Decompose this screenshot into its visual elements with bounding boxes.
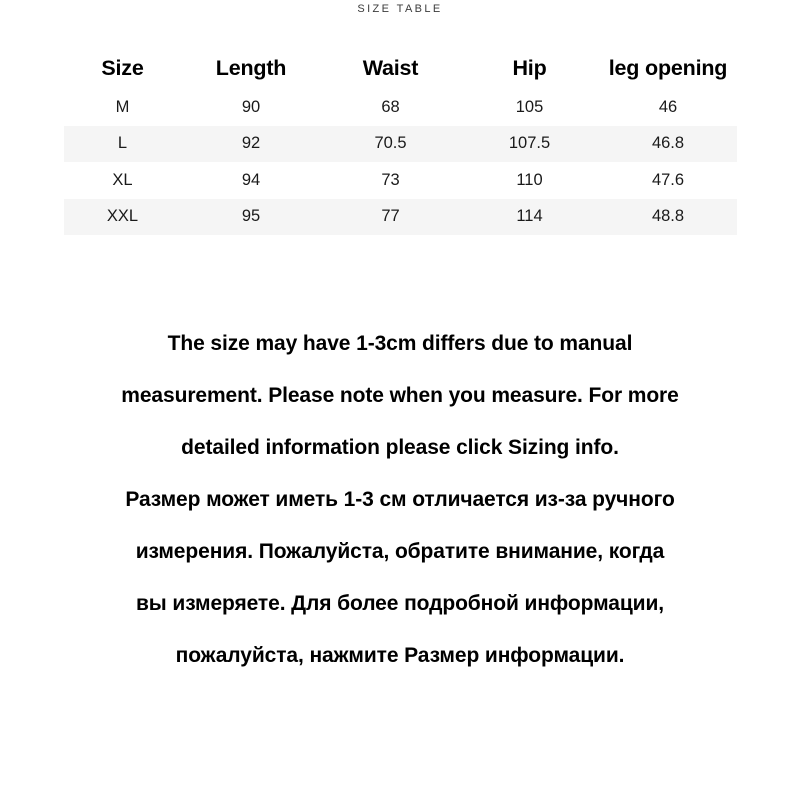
notice-line: measurement. Please note when you measure. For more — [121, 384, 679, 407]
cell-leg-opening: 46 — [658, 97, 678, 116]
cell-length: 95 — [241, 207, 261, 226]
table-row — [64, 199, 737, 236]
size-table-container — [64, 48, 737, 235]
cell-length: 90 — [241, 97, 261, 116]
size-table — [64, 48, 737, 235]
cell-waist: 70.5 — [374, 134, 407, 153]
table-row — [64, 162, 737, 199]
cell-hip: 110 — [516, 170, 543, 189]
column-header-hip: Hip — [512, 56, 547, 80]
cell-hip: 107.5 — [508, 134, 551, 153]
notice-line: The size may have 1-3cm differs due to manual — [167, 332, 633, 355]
cell-length: 94 — [241, 170, 261, 189]
cell-leg-opening: 46.8 — [651, 134, 685, 153]
notice-line: измерения. Пожалуйста, обратите внимание, когда — [135, 540, 665, 563]
notice-line: вы измеряете. Для более подробной информации, — [136, 592, 664, 615]
cell-size: M — [115, 97, 130, 116]
cell-size: L — [117, 134, 128, 153]
table-header-row — [64, 48, 737, 89]
cell-waist: 68 — [381, 97, 400, 116]
cell-hip: 114 — [516, 207, 543, 226]
notice-line: пожалуйста, нажмите Размер информации. — [175, 644, 625, 667]
table-row — [64, 89, 737, 126]
cell-leg-opening: 47.6 — [651, 170, 685, 189]
column-header-waist: Waist — [362, 56, 419, 80]
notice-line: detailed information please click Sizing info. — [181, 436, 619, 459]
table-row — [64, 126, 737, 163]
cell-leg-opening: 48.8 — [651, 207, 685, 226]
cell-size: XXL — [106, 207, 139, 226]
measurement-notice — [0, 318, 800, 682]
column-header-leg-opening: leg opening — [608, 56, 728, 80]
column-header-length: Length — [215, 56, 287, 80]
notice-line: Размер может иметь 1-3 см отличается из-за ручного — [125, 488, 675, 511]
cell-size: XL — [112, 170, 133, 189]
cell-waist: 77 — [381, 207, 400, 226]
cell-waist: 73 — [381, 170, 400, 189]
cell-length: 92 — [241, 134, 261, 153]
cell-hip: 105 — [515, 97, 544, 116]
page-title: SIZE TABLE — [357, 3, 443, 15]
column-header-size: Size — [101, 56, 144, 80]
